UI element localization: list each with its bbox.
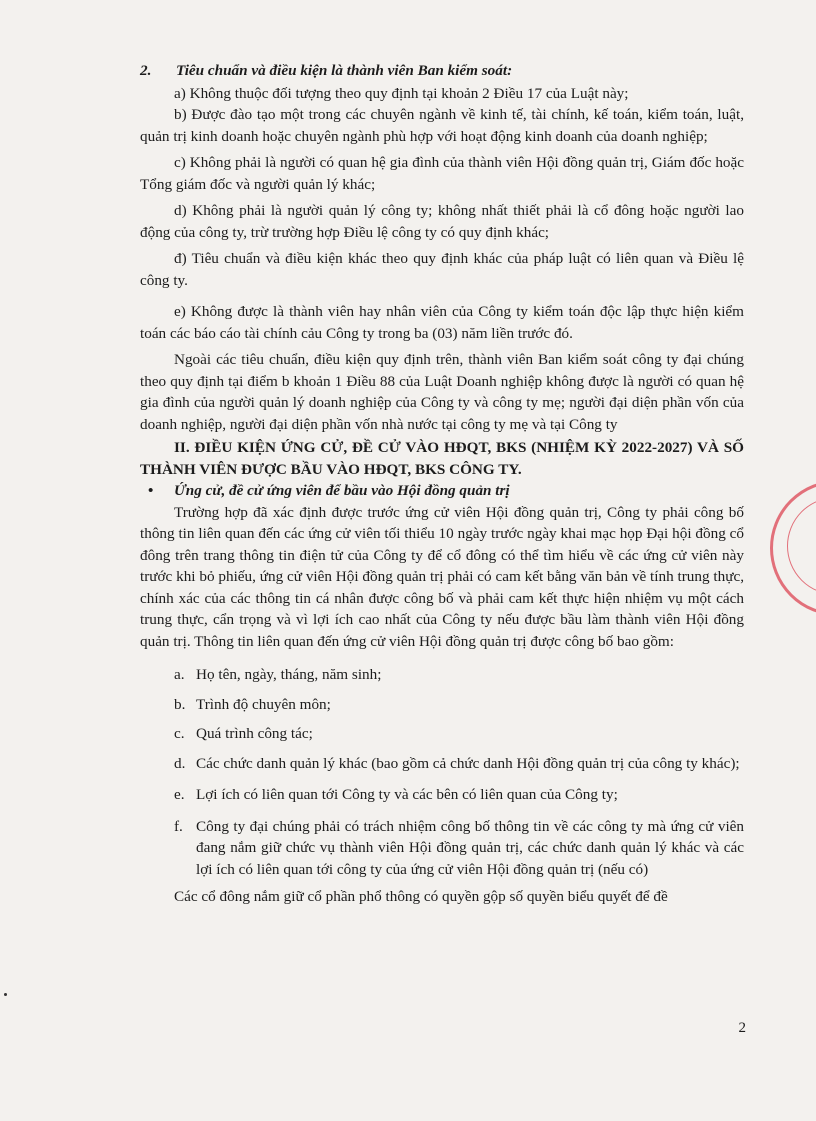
company-seal-inner-ring bbox=[787, 497, 816, 595]
bullet-icon: • bbox=[148, 482, 154, 499]
section-2-title: Tiêu chuẩn và điều kiện là thành viên Ban kiểm soát: bbox=[176, 62, 513, 79]
company-seal-icon bbox=[770, 480, 816, 616]
part-2-heading: II. ĐIỀU KIỆN ỨNG CỬ, ĐỀ CỬ VÀO HĐQT, BKS (NHIỆM KỲ 2022-2027) VÀ SỐ THÀNH VIÊN ĐƯỢC BẦU VÀO HĐQT, BKS CÔNG TY. bbox=[140, 439, 744, 478]
page-number: 2 bbox=[738, 1020, 746, 1036]
list-item: d. Các chức danh quản lý khác (bao gồm cả chức danh Hội đồng quản trị của công ty khác); bbox=[174, 754, 740, 772]
scan-speck bbox=[4, 993, 7, 996]
document-body bbox=[140, 60, 744, 908]
criteria-item-c: c) Không phải là người có quan hệ gia đình của thành viên Hội đồng quản trị, Giám đốc hoặc Tổng giám đốc và người quản lý khác; bbox=[140, 154, 744, 193]
nomination-paragraph: Trường hợp đã xác định được trước ứng cử viên Hội đồng quản trị, Công ty phải công bố thông tin liên quan đến các ứng cử viên tối thiểu 10 ngày trước ngày khai mạc họp Đại hội đồng cổ đông trên trang thông tin điện tử của Công ty để cổ đông có thể tìm hiểu về các ứng cử viên này trước khi bỏ phiếu, ứng cử viên Hội đồng quản trị phải có cam kết bằng văn bản về tính trung thực, chính xác của các thông tin cá nhân được công bố và phải cam kết thực hiện nhiệm vụ một cách trung thực, cẩn trọng và vì lợi ích cao nhất của Công ty nếu được bầu làm thành viên Hội đồng quản trị. Thông tin liên quan đến ứng cử viên Hội đồng quản trị được công bố bao gồm: bbox=[140, 503, 744, 650]
candidate-info-list bbox=[174, 664, 744, 880]
nomination-bullet-heading bbox=[140, 480, 744, 502]
list-item: f. Công ty đại chúng phải có trách nhiệm công bố thông tin về các công ty mà ứng cử viên đang nắm giữ chức vụ thành viên Hội đồng quản trị, các chức danh quản lý khác và các lợi ích có liên quan tới công ty của ứng cử viên Hội đồng quản trị (nếu có) bbox=[174, 817, 744, 878]
list-item: e. Lợi ích có liên quan tới Công ty và các bên có liên quan của Công ty; bbox=[174, 786, 618, 803]
criteria-item-d: d) Không phải là người quản lý công ty; không nhất thiết phải là cổ đông hoặc người lao động của công ty, trừ trường hợp Điều lệ công ty có quy định khác; bbox=[140, 202, 744, 241]
section-2-number: 2. bbox=[140, 62, 152, 79]
criteria-extra-paragraph: Ngoài các tiêu chuẩn, điều kiện quy định trên, thành viên Ban kiểm soát công ty đại chúng theo quy định tại điểm b khoản 1 Điều 88 của Luật Doanh nghiệp không được là người có quan hệ gia đình của người quản lý doanh nghiệp của Công ty và công ty mẹ; người đại diện phần vốn của doanh nghiệp, người đại diện phần vốn nhà nước tại công ty mẹ và tại Công ty bbox=[140, 351, 744, 433]
criteria-item-e: e) Không được là thành viên hay nhân viên của Công ty kiểm toán độc lập thực hiện kiểm toán các báo cáo tài chính cảu Công ty trong ba (03) năm liền trước đó. bbox=[140, 303, 744, 342]
list-item: b. Trình độ chuyên môn; bbox=[174, 695, 331, 713]
criteria-item-b: b) Được đào tạo một trong các chuyên ngành về kinh tế, tài chính, kế toán, kiểm toán, luật, quản trị kinh doanh hoặc chuyên ngành phù hợp với hoạt động kinh doanh của doanh nghiệp; bbox=[140, 106, 744, 145]
list-item: a. Họ tên, ngày, tháng, năm sinh; bbox=[174, 666, 382, 683]
section-2-heading bbox=[140, 60, 744, 82]
list-item: c. Quá trình công tác; bbox=[174, 725, 313, 742]
criteria-item-dd: đ) Tiêu chuẩn và điều kiện khác theo quy định khác của pháp luật có liên quan và Điều lệ công ty. bbox=[140, 250, 744, 289]
closing-paragraph: Các cổ đông nắm giữ cổ phần phổ thông có quyền gộp số quyền biểu quyết để đề bbox=[174, 888, 668, 905]
criteria-item-a: a) Không thuộc đối tượng theo quy định tại khoản 2 Điều 17 của Luật này; bbox=[174, 84, 629, 102]
nomination-bullet-text: Ứng cử, đề cử ứng viên để bầu vào Hội đồng quản trị bbox=[174, 482, 510, 499]
